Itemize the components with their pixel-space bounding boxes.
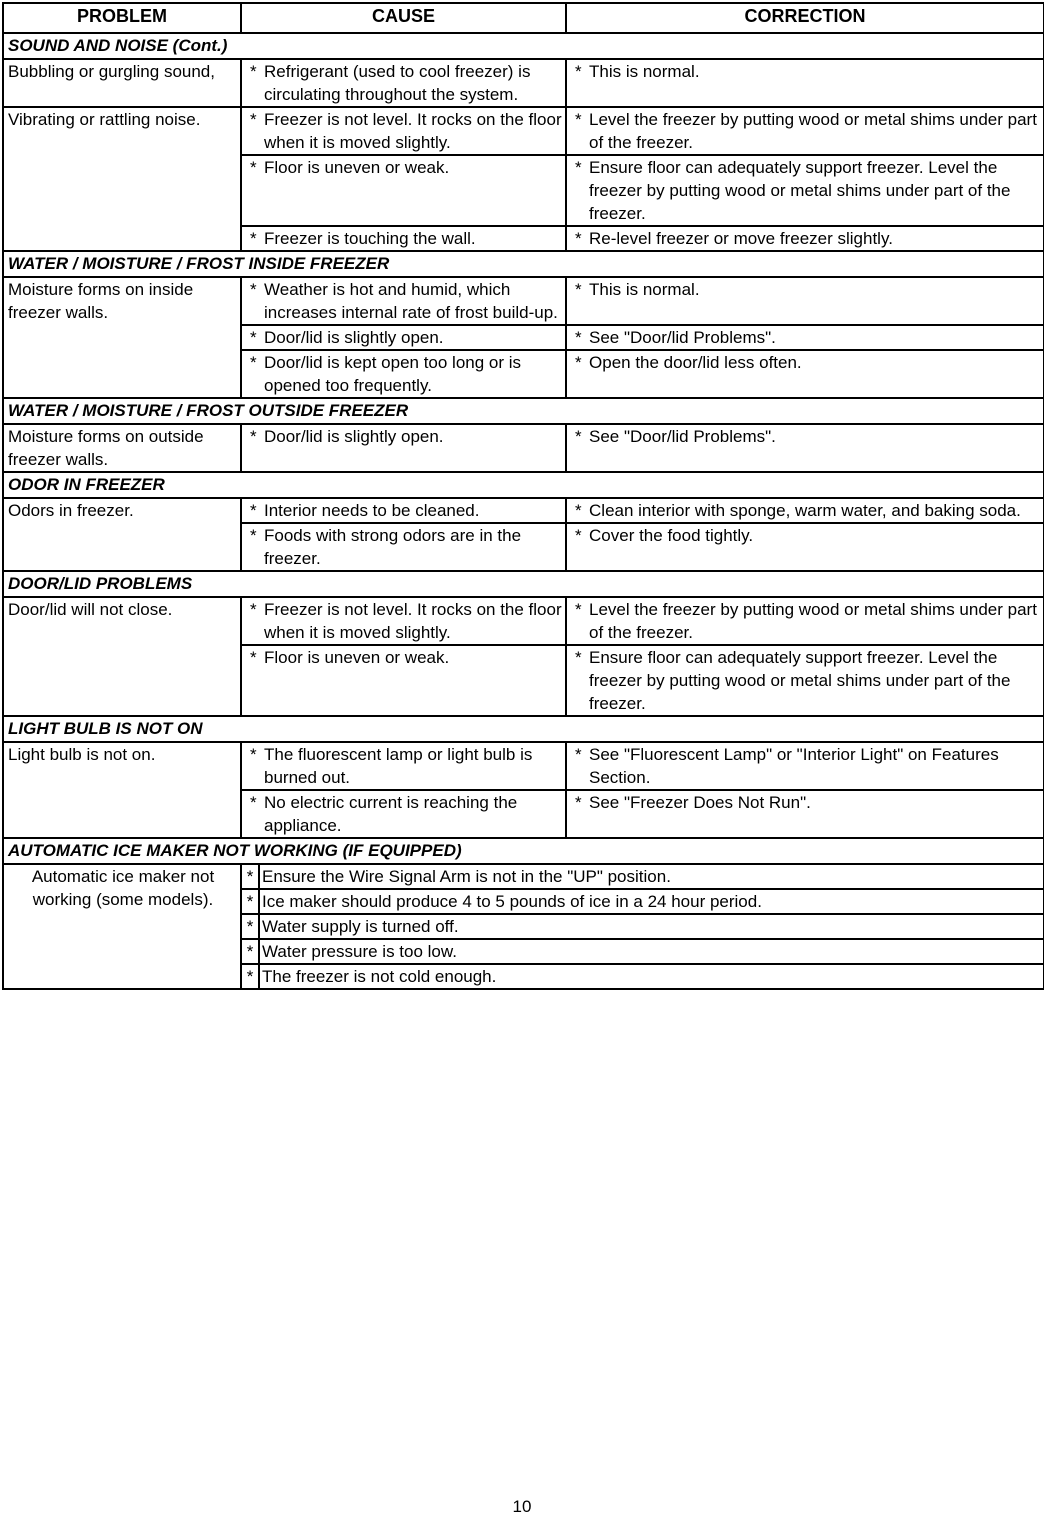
header-cause: CAUSE: [241, 3, 566, 33]
cause-cell: * Floor is uneven or weak.: [241, 155, 566, 226]
bullet-cell: *: [241, 914, 259, 939]
cause-cell: * Freezer is touching the wall.: [241, 226, 566, 251]
cause-cell: * Door/lid is slightly open.: [241, 424, 566, 472]
section-title: AUTOMATIC ICE MAKER NOT WORKING (IF EQUIPPED): [3, 838, 1044, 864]
section-row: [3, 251, 1044, 277]
problem-cell: Light bulb is not on.: [3, 742, 241, 838]
section-row: [3, 33, 1044, 59]
cause-cell: * Door/lid is slightly open.: [241, 325, 566, 350]
bullet-cell: *: [241, 864, 259, 889]
section-title: DOOR/LID PROBLEMS: [3, 571, 1044, 597]
section-row: [3, 398, 1044, 424]
header-problem: PROBLEM: [3, 3, 241, 33]
section-title: WATER / MOISTURE / FROST OUTSIDE FREEZER: [3, 398, 1044, 424]
correction-cell: * Re-level freezer or move freezer slightly.: [566, 226, 1044, 251]
correction-cell: * See "Fluorescent Lamp" or "Interior Light" on Features Section.: [566, 742, 1044, 790]
cause-cell: * The fluorescent lamp or light bulb is burned out.: [241, 742, 566, 790]
table-row: [3, 107, 1044, 155]
correction-cell: * See "Door/lid Problems".: [566, 424, 1044, 472]
section-title: SOUND AND NOISE (Cont.): [3, 33, 1044, 59]
cause-cell: * Refrigerant (used to cool freezer) is circulating throughout the system.: [241, 59, 566, 107]
correction-cell: * See "Freezer Does Not Run".: [566, 790, 1044, 838]
problem-cell: Moisture forms on inside freezer walls.: [3, 277, 241, 398]
problem-cell: Odors in freezer.: [3, 498, 241, 571]
correction-cell: * Open the door/lid less often.: [566, 350, 1044, 398]
header-row: [3, 3, 1044, 33]
section-row: [3, 571, 1044, 597]
section-title: LIGHT BULB IS NOT ON: [3, 716, 1044, 742]
problem-cell: Door/lid will not close.: [3, 597, 241, 716]
cause-cell: * Weather is hot and humid, which increases internal rate of frost build-up.: [241, 277, 566, 325]
ice-item-cell: Water pressure is too low.: [259, 939, 1044, 964]
correction-cell: * Clean interior with sponge, warm water, and baking soda.: [566, 498, 1044, 523]
section-row: [3, 838, 1044, 864]
section-row: [3, 472, 1044, 498]
problem-cell: Bubbling or gurgling sound,: [3, 59, 241, 107]
troubleshooting-table: [2, 2, 1044, 990]
ice-item-cell: Water supply is turned off.: [259, 914, 1044, 939]
cause-cell: * Freezer is not level. It rocks on the floor when it is moved slightly.: [241, 597, 566, 645]
page-number: 10: [512, 1497, 532, 1516]
correction-cell: * Level the freezer by putting wood or metal shims under part of the freezer.: [566, 107, 1044, 155]
correction-cell: * Ensure floor can adequately support freezer. Level the freezer by putting wood or metal shims under part of the freezer.: [566, 155, 1044, 226]
bullet-cell: *: [241, 964, 259, 989]
correction-cell: * This is normal.: [566, 277, 1044, 325]
problem-cell: Vibrating or rattling noise.: [3, 107, 241, 251]
ice-item-cell: Ensure the Wire Signal Arm is not in the "UP" position.: [259, 864, 1044, 889]
problem-cell: Automatic ice maker not working (some models).: [3, 864, 241, 989]
table-row: [3, 424, 1044, 472]
correction-cell: * This is normal.: [566, 59, 1044, 107]
cause-cell: * No electric current is reaching the appliance.: [241, 790, 566, 838]
bullet-cell: *: [241, 939, 259, 964]
section-title: ODOR IN FREEZER: [3, 472, 1044, 498]
correction-cell: * Ensure floor can adequately support freezer. Level the freezer by putting wood or metal shims under part of the freezer.: [566, 645, 1044, 716]
cause-cell: * Door/lid is kept open too long or is opened too frequently.: [241, 350, 566, 398]
cause-cell: * Interior needs to be cleaned.: [241, 498, 566, 523]
cause-cell: * Foods with strong odors are in the freezer.: [241, 523, 566, 571]
section-title: WATER / MOISTURE / FROST INSIDE FREEZER: [3, 251, 1044, 277]
correction-cell: * See "Door/lid Problems".: [566, 325, 1044, 350]
table-row: [3, 59, 1044, 107]
ice-item-cell: Ice maker should produce 4 to 5 pounds of ice in a 24 hour period.: [259, 889, 1044, 914]
table-row: [3, 277, 1044, 325]
table-row: [3, 742, 1044, 790]
section-row: [3, 716, 1044, 742]
header-correction: CORRECTION: [566, 3, 1044, 33]
cause-cell: * Freezer is not level. It rocks on the floor when it is moved slightly.: [241, 107, 566, 155]
ice-item-cell: The freezer is not cold enough.: [259, 964, 1044, 989]
cause-cell: * Floor is uneven or weak.: [241, 645, 566, 716]
correction-cell: * Level the freezer by putting wood or metal shims under part of the freezer.: [566, 597, 1044, 645]
problem-cell: Moisture forms on outside freezer walls.: [3, 424, 241, 472]
table-row: [3, 597, 1044, 645]
correction-cell: * Cover the food tightly.: [566, 523, 1044, 571]
table-row: [3, 498, 1044, 523]
bullet-cell: *: [241, 889, 259, 914]
table-row: [3, 864, 1044, 889]
